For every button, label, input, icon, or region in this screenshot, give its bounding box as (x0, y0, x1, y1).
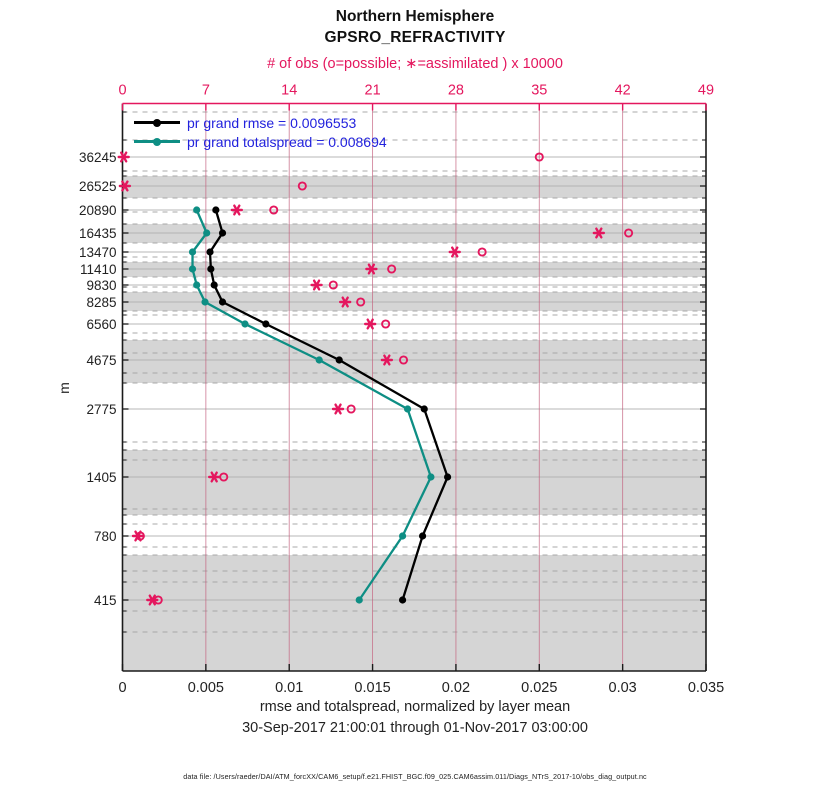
totalspread-series-point (404, 405, 411, 412)
rmse-series-point (399, 596, 406, 603)
assimilated-obs-marker (365, 320, 375, 329)
rmse-series-point (421, 405, 428, 412)
totalspread-series-point (193, 281, 200, 288)
totalspread-series-point (203, 229, 210, 236)
rmse-dot-icon (153, 119, 161, 127)
svg-text:780: 780 (93, 529, 117, 544)
level-tick-labels (79, 150, 117, 608)
svg-text:14: 14 (281, 82, 298, 99)
rmse-series-point (207, 265, 214, 272)
rmse-series-point (206, 248, 213, 255)
svg-text:0.005: 0.005 (187, 680, 225, 696)
svg-text:28: 28 (447, 82, 464, 99)
rmse-series-point (219, 298, 226, 305)
svg-text:42: 42 (614, 82, 631, 99)
svg-text:11410: 11410 (79, 262, 117, 277)
assimilated-obs-marker (119, 153, 129, 162)
top-tick-labels (118, 83, 714, 99)
time-range-label: 30-Sep-2017 21:00:01 through 01-Nov-2017 03:00:00 (242, 720, 588, 736)
totalspread-series-point (193, 206, 200, 213)
svg-text:6560: 6560 (86, 317, 117, 332)
legend (134, 113, 387, 151)
rmse-series-point (211, 281, 218, 288)
legend-label-totalspread: pr grand totalspread = 0.008694 (187, 133, 387, 150)
rmse-series-point (444, 473, 451, 480)
svg-text:4675: 4675 (86, 353, 117, 368)
page-title: Northern Hemisphere (335, 8, 495, 25)
totalspread-series-point (356, 596, 363, 603)
svg-text:7: 7 (201, 82, 210, 99)
svg-text:16435: 16435 (78, 226, 117, 241)
rmse-series-point (219, 229, 226, 236)
svg-text:0.035: 0.035 (687, 680, 725, 696)
page-subtitle: GPSRO_REFRACTIVITY (324, 29, 506, 46)
totalspread-series-point (241, 320, 248, 327)
rmse-line-swatch (134, 121, 180, 123)
legend-item-rmse (134, 113, 387, 132)
svg-text:13470: 13470 (78, 245, 117, 260)
totalspread-series-point (427, 473, 434, 480)
rmse-series-point (336, 356, 343, 363)
svg-text:0.02: 0.02 (441, 680, 471, 696)
rmse-series-point (262, 320, 269, 327)
svg-text:26525: 26525 (78, 179, 117, 194)
assimilated-obs-marker (232, 206, 242, 215)
rmse-series-point (212, 206, 219, 213)
rmse-series-point (419, 532, 426, 539)
svg-text:36245: 36245 (78, 150, 117, 165)
svg-text:0.025: 0.025 (521, 680, 558, 696)
legend-item-totalspread (134, 132, 387, 151)
totalspread-series-point (316, 356, 323, 363)
totalspread-series-point (399, 532, 406, 539)
x-axis-title: rmse and totalspread, normalized by layer mean (259, 699, 571, 715)
totalspread-series-point (189, 248, 196, 255)
svg-text:2775: 2775 (86, 402, 117, 417)
svg-text:0.015: 0.015 (354, 680, 391, 696)
obs-axis-title: # of obs (o=possible; ∗=assimilated ) x 10000 (267, 56, 563, 72)
svg-text:0: 0 (118, 82, 127, 99)
svg-text:9830: 9830 (86, 278, 117, 293)
svg-text:20890: 20890 (78, 203, 117, 218)
totalspread-series-point (189, 265, 196, 272)
svg-text:49: 49 (697, 82, 715, 99)
svg-text:1405: 1405 (86, 470, 117, 485)
svg-text:35: 35 (531, 82, 548, 99)
legend-label-rmse: pr grand rmse = 0.0096553 (187, 114, 357, 131)
svg-text:8285: 8285 (86, 295, 117, 310)
totalspread-dot-icon (153, 138, 161, 146)
assimilated-obs-marker (450, 248, 460, 257)
assimilated-obs-marker (312, 281, 322, 290)
svg-text:415: 415 (93, 593, 117, 608)
bottom-tick-labels (118, 680, 724, 696)
assimilated-obs-marker (333, 405, 343, 414)
svg-text:0: 0 (118, 680, 127, 696)
svg-text:21: 21 (364, 82, 381, 99)
totalspread-line-swatch (134, 140, 180, 142)
y-axis-title: m (55, 382, 72, 394)
totalspread-series-point (201, 298, 208, 305)
svg-text:0.01: 0.01 (275, 680, 304, 696)
svg-text:0.03: 0.03 (608, 680, 637, 696)
data-file-path: data file: /Users/raeder/DAI/ATM_forcXX/CAM6_setup/f.e21.FHIST_BGC.f09_025.CAM6assim.011/Diags_NTrS_2017-10/obs_diag_output.nc (183, 772, 647, 781)
